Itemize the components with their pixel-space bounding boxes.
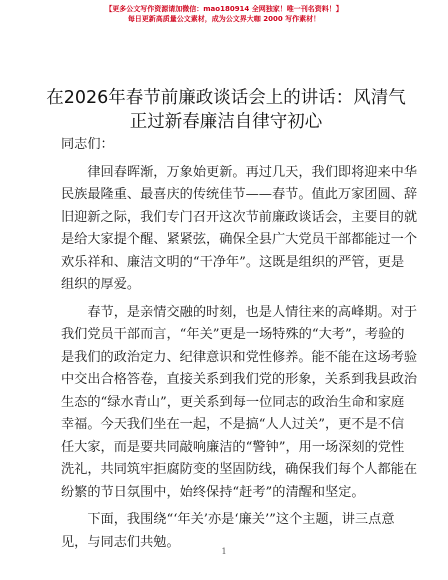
header-banner [0, 4, 448, 24]
body-line: 任大家，而是要共同敲响廉洁的“警钟”，用一场深刻的党性 [61, 439, 405, 455]
page-number: 1 [221, 547, 227, 556]
body-line: 洗礼，共同筑牢拒腐防变的坚固防线，确保我们每个人都能在 [61, 462, 418, 477]
body-line: 下面，我围绕“‘年关’亦是‘廉关’”这个主题，讲三点意 [61, 512, 395, 527]
title-line-2: 正过新春廉洁自律守初心 [129, 112, 323, 132]
body-line: 民族最隆重、最喜庆的传统佳节——春节。值此万家团圆、辞 [61, 187, 418, 202]
body-line: 见，与同志们共勉。 [61, 534, 180, 550]
body-line: 春节，是亲情交融的时刻，也是人情往来的高峰期。对于 [61, 304, 418, 320]
greeting: 同志们： [61, 137, 114, 152]
title-line-1: 在2026年春节前廉政谈话会上的讲话：风清气 [46, 88, 406, 108]
document-title [36, 86, 416, 134]
body-line: 欢乐祥和、廉洁文明的“干净年”。这既是组织的严管，更是 [61, 254, 405, 270]
body-line: 是给大家提个醒、紧紧弦，确保全县广大党员干部都能过一个 [61, 232, 418, 247]
banner-promo-line-2: 每日更新高质量公文素材，成为公文界大咖 2000 写作素材！ [127, 15, 321, 23]
body-line: 是我们的政治定力、纪律意识和党性修养。能不能在这场考验 [61, 349, 418, 365]
body-line: 组织的厚爱。 [61, 277, 141, 292]
document-body [61, 134, 418, 554]
body-line: 律回春晖渐，万象始更新。再过几天，我们即将迎来中华 [61, 164, 418, 180]
paragraph-2 [61, 302, 418, 505]
body-line: 幸福。今天我们坐在一起，不是搞“人人过关”，更不是不信 [61, 417, 405, 432]
body-line: 中交出合格答卷，直接关系到我们党的形象，关系到我县政治 [61, 372, 418, 387]
banner-promo-line-1: 【更多公文写作资源请加微信：mao180914 全网独家！唯一刊名资料！】 [105, 5, 343, 13]
body-line: 纷繁的节日氛围中，始终保持“赶考”的清醒和坚定。 [61, 484, 365, 500]
body-line: 旧迎新之际，我们专门召开这次节前廉政谈话会，主要目的就 [61, 209, 418, 225]
body-line: 我们党员干部而言，“年关”更是一场特殊的“大考”，考验的 [61, 327, 405, 342]
paragraph-1 [61, 162, 418, 297]
body-line: 生态的“绿水青山”，更关系到每一位同志的政治生命和家庭 [61, 394, 405, 410]
